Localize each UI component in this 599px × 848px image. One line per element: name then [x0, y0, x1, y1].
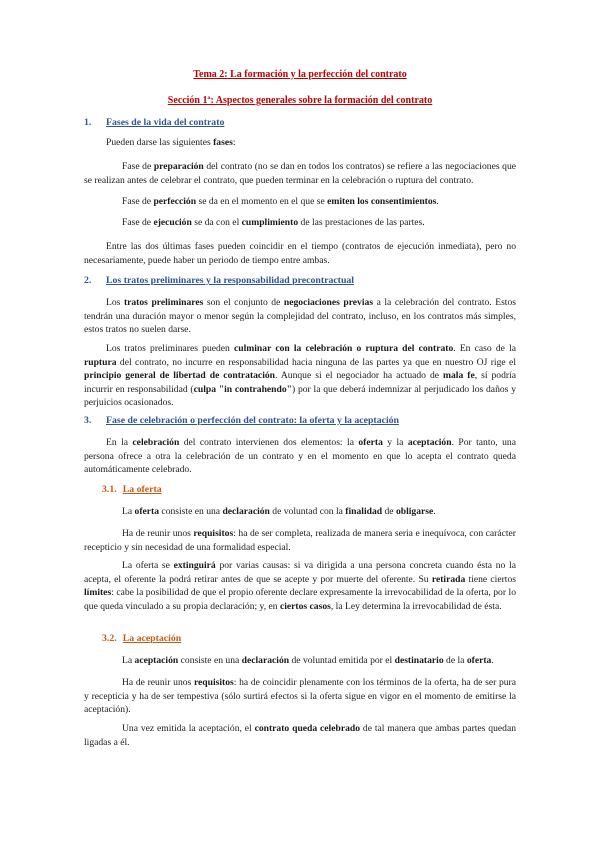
paragraph-celebracion: En la celebración del contrato intervienen dos elementos: la oferta y la aceptación. Por tanto, una persona ofrece a otra la celebración de un contrato y en el momento en que lo acepta el contrato queda automáticamente celebrado.: [84, 437, 516, 476]
section-subtitle: Sección 1ª: Aspectos generales sobre la formación del contrato: [167, 95, 433, 106]
paragraph-contrato-celebrado: Una vez emitida la aceptación, el contrato queda celebrado de tal manera que ambas partes quedan ligadas a él.: [84, 723, 516, 748]
heading-aceptacion: 3.2. La aceptación: [102, 633, 182, 644]
paragraph-tratos: Los tratos preliminares son el conjunto de negociaciones previas a la celebración del contrato. Estos tendrán una duración mayor o menor según la complejidad del contrato, incluso, en los contratos más simples, estos tratos no suelen darse.: [84, 297, 517, 336]
paragraph-oferta-requisitos: Ha de reunir unos requisitos: ha de ser completa, realizada de manera seria e inequívoca, con carácter recepticio y sin necesidad de una formalidad especial.: [84, 528, 516, 553]
paragraph-fases-intro: Pueden darse las siguientes fases:: [106, 137, 236, 148]
paragraph-aceptacion-def: La aceptación consiste en una declaración de voluntad emitida por el destinatario de la oferta.: [122, 655, 494, 666]
paragraph-oferta-def: La oferta consiste en una declaración de voluntad con la finalidad de obligarse.: [122, 506, 436, 517]
paragraph-aceptacion-requisitos: Ha de reunir unos requisitos: ha de coincidir plenamente con los términos de la oferta, ha de ser pura y recepticia y ha de ser tempestiva (sólo surtirá efectos si la oferta sigue en vigor en el momento de emitirse la aceptación).: [84, 677, 516, 716]
paragraph-preparacion: Fase de preparación del contrato (no se dan en todos los contratos) se refiere a las negociaciones que se realizan antes de celebrar el contrato, que pueden terminar en la celebración o ruptura del contrato.: [84, 161, 517, 186]
paragraph-ruptura: Los tratos preliminares pueden culminar con la celebración o ruptura del contrato. En caso de la ruptura del contrato, no incurre en responsabilidad hacia ninguna de las partes ya que en nuestro OJ rige el principio general de libertad de contratación. Aunque si el negociador ha actuado de mala fe, sí podría incurrir en responsabilidad (culpa "in contrahendo") por la que deberá indemnizar al perjudicado los daños y perjuicios ocasionados.: [84, 343, 516, 409]
heading-celebracion: 3. Fase de celebración o perfección del contrato: la oferta y la aceptación: [84, 415, 400, 426]
paragraph-ejecucion: Fase de ejecución se da con el cumplimiento de las prestaciones de las partes.: [122, 217, 425, 228]
heading-oferta: 3.1. La oferta: [102, 484, 162, 495]
heading-fases: 1. Fases de la vida del contrato: [84, 117, 225, 128]
paragraph-oferta-extincion: La oferta se extinguirá por varias causas: si va dirigida a una persona concreta cuando ésta no la acepta, el oferente la podrá retirar antes de que se acepte y por muerte del oferente. Su retirada tiene ciertos límites: cabe la posibilidad de que el propio oferente declare expresamente la irrevocabilidad de la oferta, por lo que queda vinculado a su propia declaración; y, en ciertos casos, la Ley determina la irrevocabilidad de ésta.: [84, 560, 517, 612]
document-title: Tema 2: La formación y la perfección del contrato: [193, 69, 407, 80]
heading-tratos: 2. Los tratos preliminares y la responsabilidad precontractual: [84, 275, 355, 286]
paragraph-perfeccion: Fase de perfección se da en el momento en el que se emiten los consentimientos.: [122, 196, 439, 207]
paragraph-coincidir: Entre las dos últimas fases pueden coincidir en el tiempo (contratos de ejecución inmediata), pero no necesariamente, puede haber un periodo de tiempo entre ambas.: [84, 241, 516, 266]
